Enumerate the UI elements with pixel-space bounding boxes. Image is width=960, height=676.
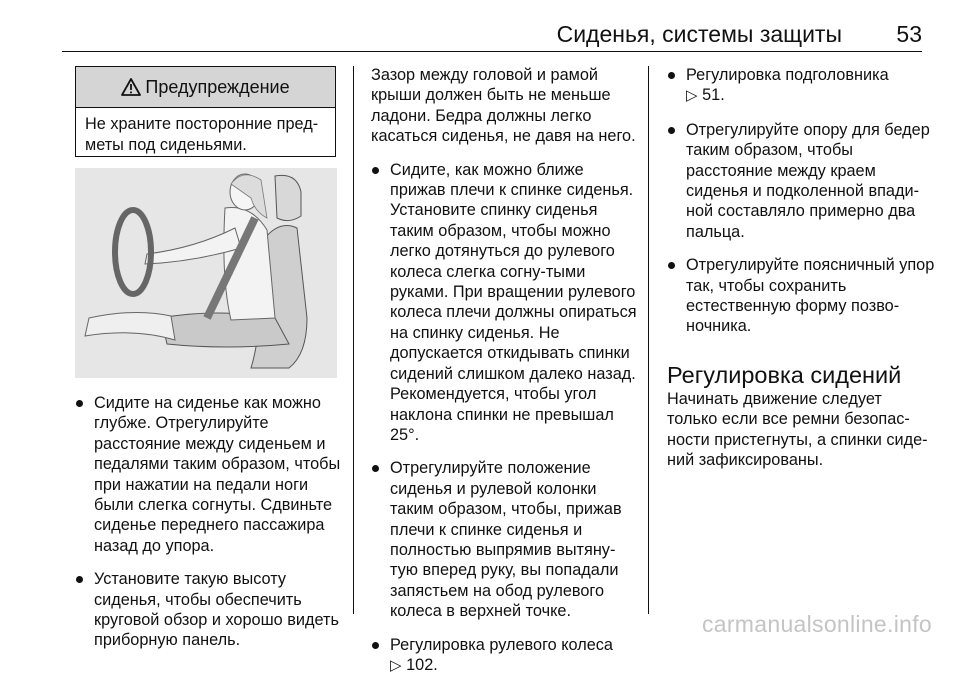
list-item — [667, 65, 935, 107]
column-1 — [75, 393, 343, 651]
warning-triangle-icon — [121, 78, 141, 96]
warning-header — [76, 67, 335, 108]
list-item: Сидите, как можно ближе прижав плечи к спинке сиденья. Установите спинку сиденья таким образом, чтобы можно легко дотянуться до рулевого колеса слегка согну-тыми руками. При вращении рулевого колеса плечи должны опираться на спинку сиденья. Не допускается откидывать спинки сидений слишком далеко назад. Рекомендуется, чтобы угол наклона спинки не превышал 25°. — [371, 160, 639, 446]
list-item: Установите такую высоту сиденья, чтобы обеспечить круговой обзор и хорошо видеть приборную панель. — [75, 569, 343, 651]
column-2 — [371, 65, 639, 676]
arrow-reference-icon: ▷ — [390, 656, 402, 674]
driver-seat-image — [75, 168, 337, 378]
list-item: Отрегулируйте опору для бедер таким образом, чтобы расстояние между краем сиденья и подколенной впади-ной составляло примерно два пальца. — [667, 120, 935, 242]
list-item: Сидите на сиденье как можно глубже. Отрегулируйте расстояние между сиденьем и педалями таким образом, чтобы при нажатии на педали ноги были слегка согнуты. Сдвиньте сиденье переднего пассажира назад до упора. — [75, 393, 343, 556]
list-item: Отрегулируйте положение сиденья и рулевой колонки таким образом, чтобы, прижав плечи к спинке сиденья и полностью выпрямив вытяну-тую вперед руку, вы попадали запястьем на обод рулевого колеса в верхней точке. — [371, 458, 639, 621]
column-divider — [353, 66, 354, 614]
steering-adjust-label: Регулировка рулевого колеса — [390, 635, 613, 654]
headrest-adjust-page-link[interactable]: 51. — [702, 86, 725, 105]
header-title: Сиденья, системы защиты — [556, 21, 842, 47]
list-item — [371, 635, 639, 676]
seating-list — [75, 393, 343, 651]
warning-title: Предупреждение — [145, 76, 290, 97]
warning-text: Не храните посторонние пред- меты под сиденьями. — [85, 115, 319, 154]
warning-box — [75, 66, 336, 157]
page-header — [62, 0, 922, 52]
seating-list — [667, 65, 935, 337]
section-paragraph: Начинать движение следует только если все ремни безопас-ности пристегнуты, а спинки сиде-ний зафиксированы. — [667, 389, 928, 470]
page-number: 53 — [896, 21, 922, 47]
headroom-paragraph: Зазор между головой и рамой крыши должен быть не меньше ладони. Бедра должны легко касаться сиденья, не давя на него. — [371, 66, 636, 146]
column-3 — [667, 65, 935, 471]
headrest-adjust-label: Регулировка подголовника — [686, 66, 889, 84]
arrow-reference-icon: ▷ — [686, 87, 698, 105]
column-divider — [648, 66, 649, 614]
seating-list — [371, 160, 639, 676]
list-item: Отрегулируйте поясничный упор так, чтобы сохранить естественную форму позво-ночника. — [667, 255, 935, 337]
section-title: Регулировка сидений — [667, 361, 902, 388]
seat-position-illustration — [75, 168, 337, 378]
watermark: carmanualsonline.info — [701, 611, 932, 637]
steering-adjust-page-link[interactable]: 102. — [406, 655, 438, 674]
